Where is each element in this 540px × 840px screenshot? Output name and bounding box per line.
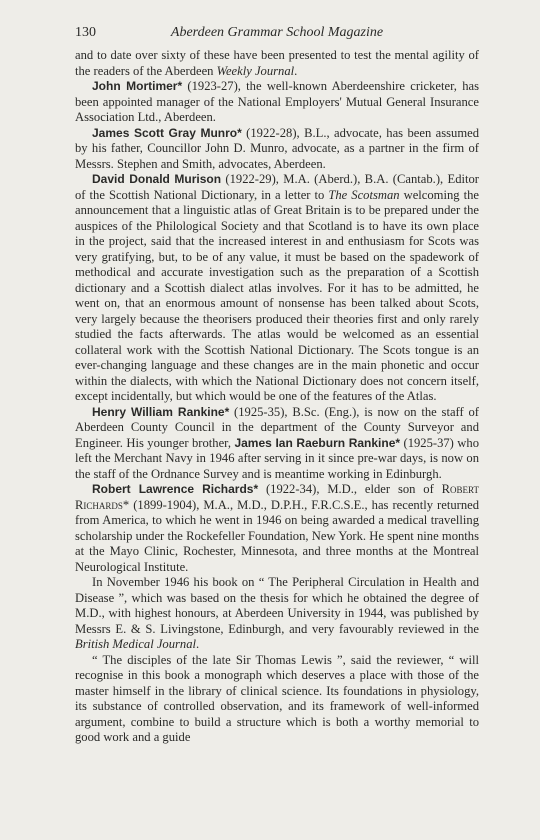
publication-title: Weekly Journal — [216, 63, 295, 78]
paragraph-book: In November 1946 his book on “ The Peripheral Circulation in Health and Disease ”, which was based on the thesis for which he obtained the degree of M.D., with highest honours, at Aberdeen University in 1944, was published by Messrs E. & S. Livingstone, Edinburgh, and very favourably reviewed in the British Medical Journal. — [75, 575, 479, 651]
article-body — [75, 48, 479, 746]
paragraph-richards: Robert Lawrence Richards* (1922-34), M.D., elder son of Robert Richards* (1899-1904), M.A., M.D., D.P.H., F.R.C.S.E., has recently returned from America, to which he went in 1946 on being awarded a medical travelling scholarship under the Rockefeller Foundation, New York. He spent nine months at the Mayo Clinic, Rochester, Minnesota, and three months at the Montreal Neurological Institute. — [75, 482, 480, 574]
paragraph-munro: James Scott Gray Munro* (1922-28), B.L., advocate, has been assumed by his father, Councillor John D. Munro, advocate, as a partner in the firm of Messrs. Stephen and Smith, advocates, Aberdeen. — [75, 125, 479, 171]
running-title: Aberdeen Grammar School Magazine — [170, 25, 384, 40]
person-name: James Scott Gray Munro* — [92, 125, 242, 140]
paragraph-review-quote: “ The disciples of the late Sir Thomas Lewis ”, said the reviewer, “ will recognise in this book a monograph which deserves a place with those of the master himself in the library of clinical science. Its foundations in physiology, its substance of controlled observation, and its framework of well-informed argument, combine to build a structure which is both a worthy memorial to good work and a guide — [75, 652, 479, 744]
page-number: 130 — [75, 25, 96, 40]
paragraph-continuation: and to date over sixty of these have been presented to test the mental agility of the readers of the Aberdeen Weekly Journal. — [75, 48, 479, 78]
paragraph-murison: David Donald Murison (1922-29), M.A. (Aberd.), B.A. (Cantab.), Editor of the Scottish National Dictionary, in a letter to The Scotsman welcoming the announcement that a linguistic atlas of Great Britain is to be prepared under the auspices of the Philological Society and that Scotland is to have its own place in the project, said that the increased interest in and enthusiasm for Scots was very gratifying, but, to be of any value, it must be based on the spadework of methodical and accurate investigation such as the preparation of a Scottish dictionary and a Scottish dialect atlas involves. For it has to be admitted, he went on, that an enormous amount of nonsense has been talked about Scots, very largely because the theorisers produced their theories first and only rarely studied the facts afterwards. The atlas would be welcomed as an essential collateral work with the Scottish National Dictionary. The Scots tongue is an ever-changing language and these changes are in the main phonetic and occur within the dialects, with which the National Dictionary does not concern itself, except incidentally, but which would be one of the features of the Atlas. — [75, 172, 479, 403]
page-header — [75, 22, 479, 44]
person-name: John Mortimer* — [92, 79, 183, 93]
publication-title: British Medical Journal — [75, 637, 197, 651]
publication-title: The Scotsman — [328, 187, 400, 202]
person-name: David Donald Murison — [92, 172, 222, 186]
person-name: James Ian Raeburn Rankine* — [234, 435, 401, 450]
paragraph-mortimer: John Mortimer* (1923-27), the well-known Aberdeenshire cricketer, has been appointed manager of the National Employers' Mutual General Insurance Association Ltd., Aberdeen. — [75, 79, 480, 124]
paragraph-rankine: Henry William Rankine* (1925-35), B.Sc. (Eng.), is now on the staff of Aberdeen County Council in the department of the County Surveyor and Engineer. His younger brother, James Ian Raeburn Rankine* (1925-37) who left the Merchant Navy in 1946 after serving in it since pre-war days, is now on the staff of the Ordnance Survey and is meantime working in Edinburgh. — [75, 404, 479, 481]
person-name: Robert Lawrence Richards* — [92, 482, 259, 496]
person-name-small-caps: Robert Richards* — [75, 482, 480, 512]
person-name: Henry William Rankine* — [92, 404, 230, 419]
